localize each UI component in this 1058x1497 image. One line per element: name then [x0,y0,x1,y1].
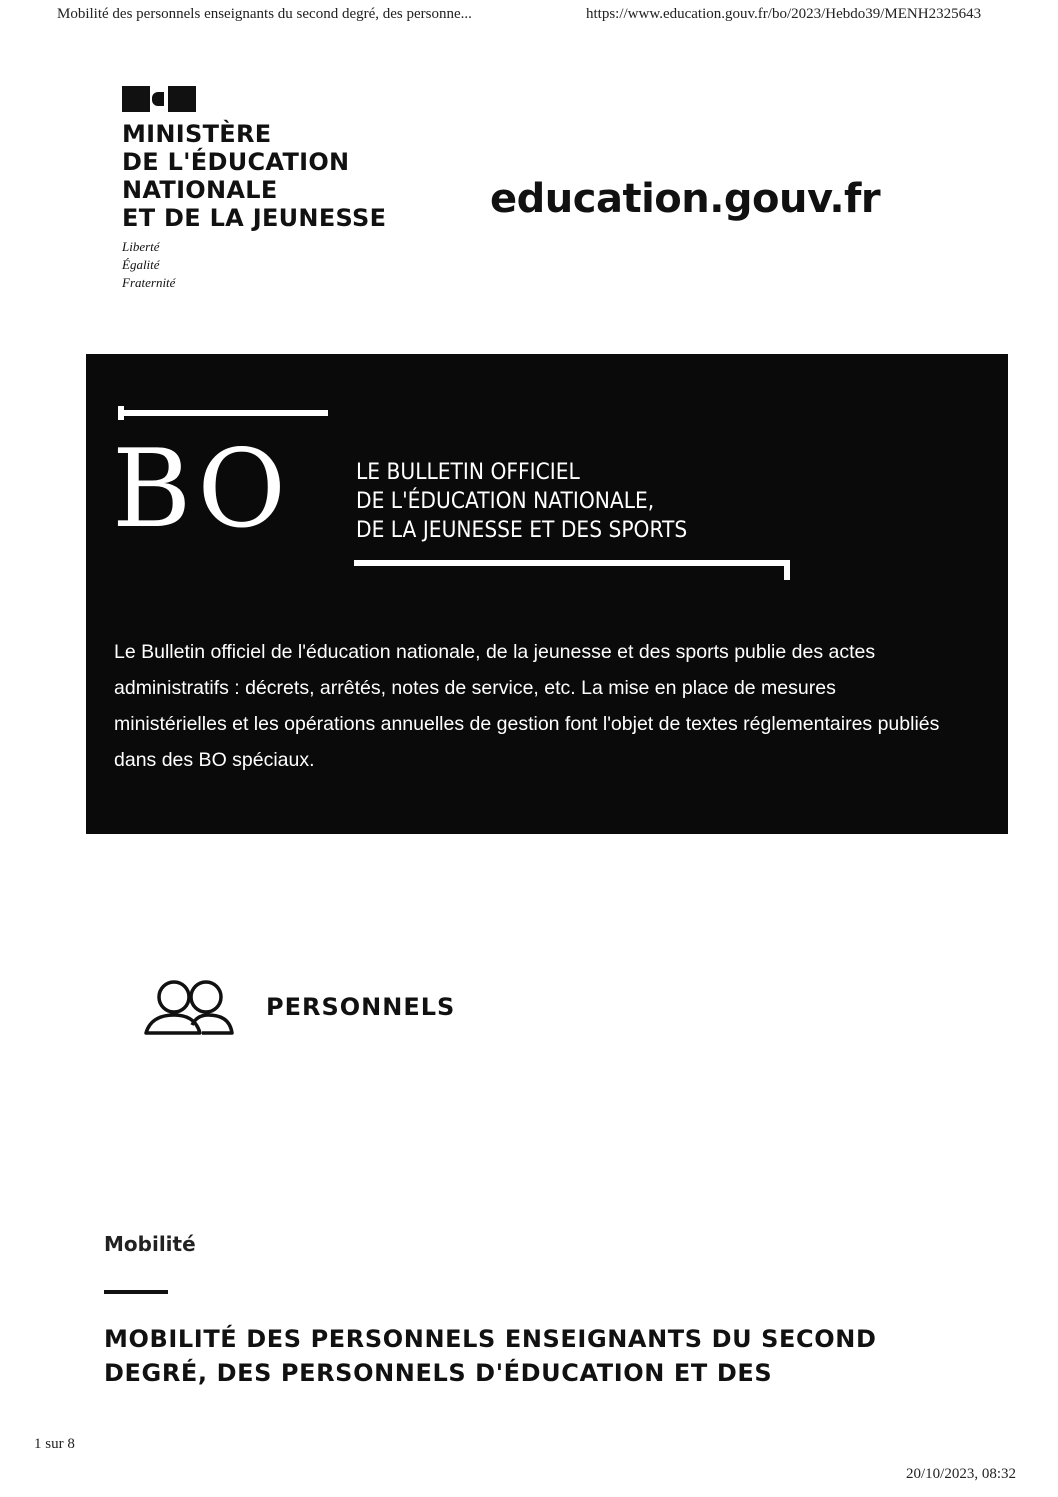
banner-rule-decoration [118,410,328,416]
print-header-url: https://www.education.gouv.fr/bo/2023/Hebdo39/MENH2325643 [586,6,982,22]
bo-title [356,458,687,545]
motto-line: Égalité [122,257,160,272]
print-header-title: Mobilité des personnels enseignants du second degré, des personne... [57,6,472,22]
page-counter: 1 sur 8 [34,1436,75,1452]
category-divider [104,1290,168,1294]
ministry-name-line: ET DE LA JEUNESSE [122,204,387,232]
section-heading [140,975,455,1039]
bo-logo-mark: BO [112,427,290,552]
site-domain: education.gouv.fr [490,176,881,222]
ministry-logo [122,86,386,292]
bo-title-line: DE L'ÉDUCATION NATIONALE, [356,489,655,514]
people-icon [140,975,236,1039]
bo-title-line: DE LA JEUNESSE ET DES SPORTS [356,518,688,543]
article-category: Mobilité [104,1232,196,1256]
ministry-name-line: MINISTÈRE [122,120,272,148]
marianne-icon [122,86,198,112]
bo-description: Le Bulletin officiel de l'éducation nationale, de la jeunesse et des sports publie des actes administratifs : décrets, arrêtés, notes de service, etc. La mise en place de mesures ministérielles et les opérations annuelles de gestion font l'objet de textes réglementaires publiés dans des BO spéciaux. [114,641,940,771]
ministry-name-line: DE L'ÉDUCATION [122,148,350,176]
banner-rule-decoration [354,560,788,566]
republic-motto [122,238,386,292]
banner-rule-decoration [784,560,790,580]
bo-title-line: LE BULLETIN OFFICIEL [356,460,580,485]
section-label: PERSONNELS [266,993,456,1021]
motto-line: Fraternité [122,275,176,290]
ministry-name [122,120,386,232]
print-timestamp: 20/10/2023, 08:32 [906,1466,1017,1482]
motto-line: Liberté [122,239,160,254]
article-title-line: DEGRÉ, DES PERSONNELS D'ÉDUCATION ET DES [104,1359,773,1387]
article-title [104,1322,944,1390]
ministry-name-line: NATIONALE [122,176,278,204]
article-title-line: MOBILITÉ DES PERSONNELS ENSEIGNANTS DU SECOND [104,1325,877,1353]
bo-banner [86,354,1008,834]
